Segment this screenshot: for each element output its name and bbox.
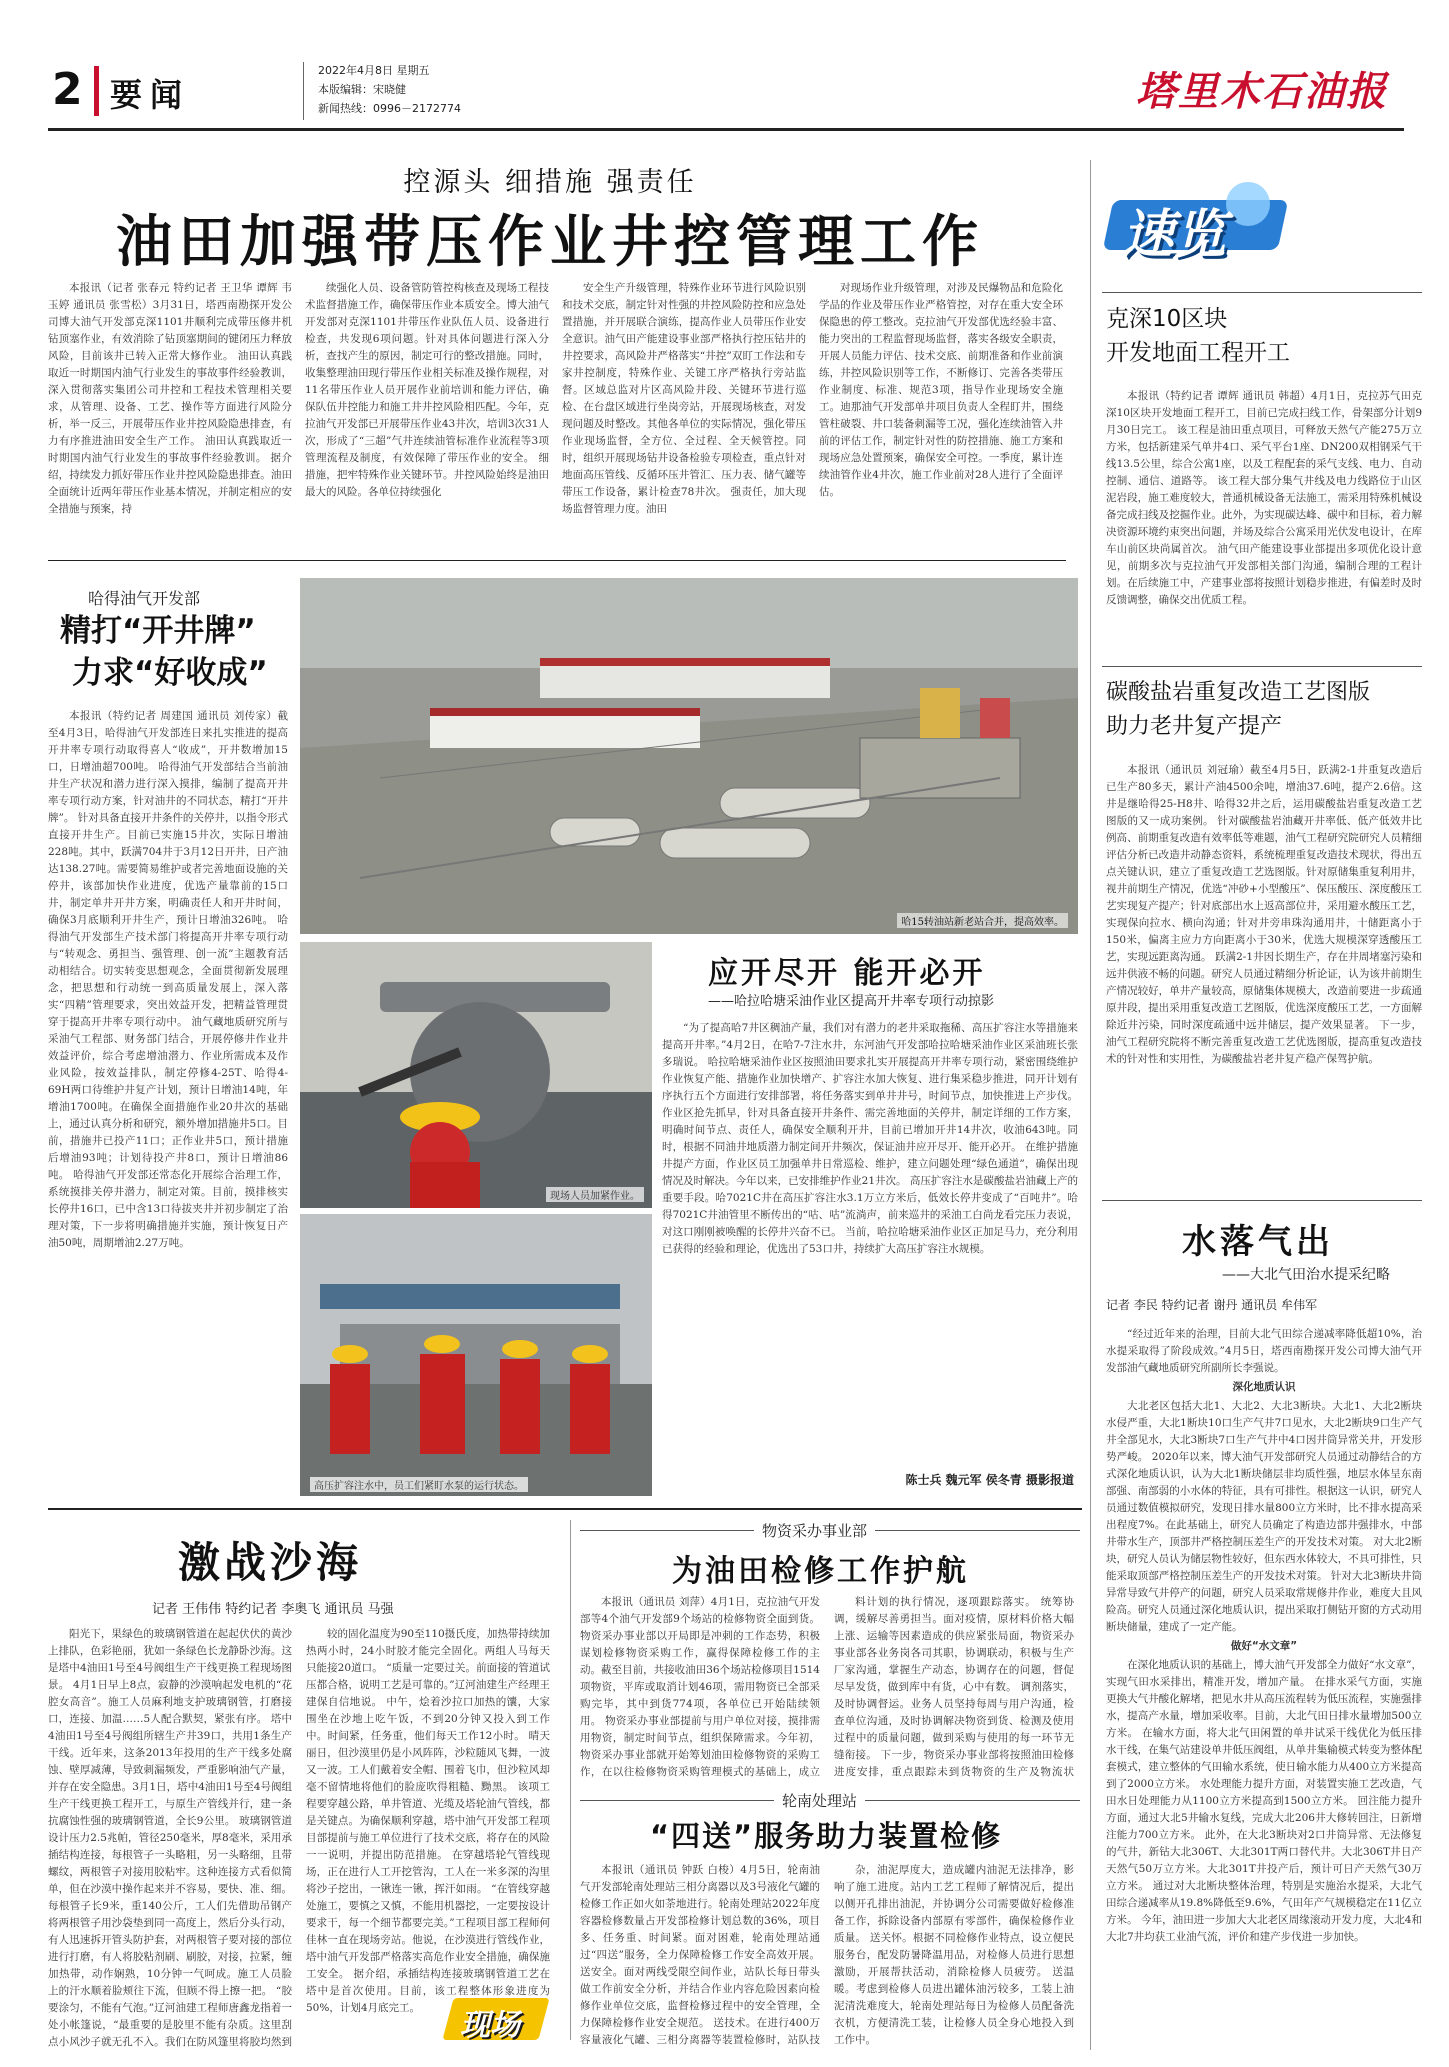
sidebar-label: 速览 <box>1122 205 1227 265</box>
story4-col-1: 阳光下，果绿色的玻璃钢管道在起起伏伏的黄沙上排队，色彩艳丽，犹如一条绿色长龙静卧沙海。这是塔中4油田1号至4号阀组生产干线更换工程现场图景。 4月1日早上8点，寂静的沙漠响起发电机的“花腔女高音”。施工人员麻利地支护玻璃钢管，打磨接口，连接、加温……5人配合默契，紧张有序。 塔中4油田1号至4号阀组所辖生产井39口，共用1条生产干线。近年来，这条2013年投用的生产干线多处腐蚀、壁厚减薄，导致刺漏频发，严重影响油气产量，并存在安全隐患。3月1日，塔中4油田1号至4号阀组生产干线更换工程开工，与原生产管线并行，建一条抗腐蚀性强的玻璃钢管道，全长9公里。 玻璃钢管道设计压力2.5兆帕，管径250毫米，厚8毫米，采用承插结构连接，每根管子一头略粗，另一头略细，且带螺纹，两根管子对接用胶粘牢。这种连接方式看似简单，但在沙漠中操作起来并不容易，要快、准、细。 每根管子长9米，重140公斤，工人们先借助吊钢产将两根管子用沙袋垫到同一高度上，然后分头行动，有人迅速拆开管头防护套，对两根管子要对接的部位进行打磨，有人将胶粘剂刷、刷胶，对接，拉紧，缠加热带，动作娴熟，10分钟一气呵成。施工人员脸上的汗水顺着脸颊往下流，但顾不得上擦一把。 “胶要涂匀，不能有气泡。”辽河油建工程师唐鑫龙指着一处小帐篷说，“最重要的是胶里不能有杂质。这里刮点小风沙子就无孔不入。我们在防风篷里将胶均然到 <box>48 1628 292 2048</box>
sidebar-rule-3 <box>1102 1200 1422 1201</box>
lead-title: 油田加强带压作业井控管理工作 <box>116 210 984 275</box>
team-illustration <box>300 1214 652 1496</box>
masthead-accent <box>94 66 99 116</box>
news-hotline: 新闻热线：0996－2172774 <box>318 102 461 115</box>
badge-bubble <box>1226 182 1270 226</box>
sidebar-rule-2 <box>1102 666 1422 667</box>
col-divider-bottom <box>570 1520 571 2040</box>
story5-col-2: 料计划的执行情况，逐项跟踪落实。 统筹协调，缓解尽善勇担当。面对疫情，原材料价格大幅上涨、运输等因素造成的供应紧张局面，物资采办事业部各业务岗各司其职，协调联动，积极与生产厂家沟通，掌握生产动态，协调存在的问题，督促尽早发货，做到库中有货，心中有数。 调剂落实，及时协调督运。业务人员坚持每周与用户沟通，检查单位沟通，及时协调解决物资到货、检测及使用过程中的质量问题，做到采购与使用的每一环节无缝衔接。 下一步，物资采办事业部将按照油田检修进度安排，重点跟踪未到货物资的生产及物流状 <box>834 1596 1074 1778</box>
caption-gathering-station: 哈15转油站新老站合并，提高效率。 <box>897 913 1068 928</box>
news3-body: “经过近年来的治理，目前大北气田综合递减率降低超10%，治水提采取得了阶段成效。”4月5日，塔西南勘探开发公司博大油气开发部油气藏地质研究所副所长李强说。 深化地质认识 大北老区包括大北1、大北2、大北3断块。大北1、大北2断块水侵严重，大北1断块10口生产气井7口见水，大北2断块9口生产气井全部见水，大北3断块7口生产气井中4口因井筒异常关井，开发形势严峻。 2020年以来，博大油气开发部研究人员通过动静结合的方式深化地质认识，认为大北1断块储层非均质性强，地层水体呈东南部强、南部弱的小水体的特征，具有可排性。根据这一认识，研究人员通过数值模拟研究，发现日排水量800立方米时，比不排水提高采出程度7%。在此基础上，研究人员确定了构造边部井强排水，中部井带水生产，顶部井严格控制压差生产的开发技术对策。 对大北2断块，研究人员认为储层物性较好，但东西水体较大，不具可排性，只能采取顶部严格控制压差生产的开发技术对策。 针对大北3断块井筒异常导致气井停产的问题，研究人员采取常规修井作业，难度大且风险高。研究人员通过深化地质认识，提出采取打侧钻开窗的方式动用断块储量，建成了一定产能。 做好“水文章” 在深化地质认识的基础上，博大油气开发部全力做好“水文章”，实现气田水采排出，精准开发，增加产量。 在排水采气方面，实施更换大气井酸化解堵，把见水井从高压流程转为低压流程，实施强排水，提高产水量，增加采收率。目前，大北气田日排水量增加500立方米。 在输水方面，将大北气田闲置的单井试采干线优化为低压排水干线，在集气站建设单井低压阀组，从单井集输模式转变为整体配套模式，建立整体的气田输水系统，使日输水能力从400立方米提高到了2000立方米。 水处理能力提升方面，对装置实施工艺改造，气田水日处理能力从1100立方米提高到1500立方米。 回注能力提升方面，通过大北5井输水复线，完成大北206井大修转回注，日新增注能力700立方米。 此外，在大北3断块对2口井筒异常、无法修复的气井，新钻大北306T、大北301T两口替代井。大北306T井日产天然气50万立方米。大北301T井投产后，预计可日产天然气30万立方米。 通过对大北断块整体治理，特别是实施治水提采，大北气田综合递减率从19.8%降低至9.6%，气田年产气规模稳定在11亿立方米。 今年，油田进一步加大大北老区周缘滚动开发力度，大北4和大北7井均获工业油气流，评价和建产步伐进一步加快。 <box>1106 1328 1422 1943</box>
mid-rule <box>48 1508 1082 1510</box>
lead-col-4: 对现场作业升级管理，对涉及民爆物品和危险化学品的作业及带压作业严格管控，对存在重大安全环保隐患的停工整改。克拉油气开发部优选经验丰富、能力突出的工程监督现场监督，落实各级安全职责，开展人员能力评估、技术交底、前期准备和作业前演练，井控风险识别等工作，不断修订、完善各类带压作业制度、标准、规范3项，指导作业现场安全施工。迪那油气开发部单井项目负责人全程盯井，围绕管柱破裂、井口装备刺漏等工况，强化连续油管入井前的评估工作，制定针对性的防控措施、施工方案和现场应急处置预案，确保安全可控。一季度，累计连续油管作业4井次，施工作业前对28人进行了全面评估。 <box>819 282 1063 498</box>
lead-col-2: 续强化人员、设备管防管控构核查及现场工程技术监督措施工作，确保带压作业本质安全。博大油气开发部对克深1101井带压作业队伍人员、设备进行检查，共发现6项问题。针对具体问题进行深入分析，查找产生的原因，制定可行的整改措施。同时，收集整理油田现行带压作业相关标准及操作规程，对11名带压作业人员开展作业前培训和能力评估，确保队伍井控能力和施工井井控风险相匹配。今年，克拉油气开发部已开展带压作业43井次，培训3次31人次，形成了“三超”气井连续油管标准作业流程等3项管理流程及制度，有效保障了带压作业的安全。 细措施，把牢特殊作业关键环节。井控风险始终是油田最大的风险。各单位持续强化 <box>305 282 549 498</box>
story6 <box>580 1784 1080 2050</box>
story6-col-2: 杂，油泥厚度大，造成罐内油泥无法排净，影响了施工进度。站内工艺工程师了解情况后，提出以侧开孔排出油泥，并协调分公司需要做好检修准备工作，拆除设备内部原有零部件，确保检修作业质量。 送关怀。根据不同检修作业特点，设立便民服务台，配发防暑降温用品，对检修人员进行思想激励，开展帮扶活动，消除检修人员疲劳。 送温暖。考虑到检修人员进出罐体油污较多，工装上油泥清洗难度大，轮南处理站每日为检修人员配备洗衣机，方便清洗工装，让检修人员全身心地投入到工作中。 <box>834 1864 1074 2046</box>
masthead <box>48 56 1408 126</box>
page-number: 2 <box>52 64 83 115</box>
photo-worker <box>300 942 652 1208</box>
story2-body: 本报讯（特约记者 周建国 通讯员 刘传家）截至4月3日，哈得油气开发部连日来扎实推进的提高开井率专项行动取得喜人“收成”，开井数增加15口，日增油超700吨。 哈得油气开发部结合当前油井生产状况和潜力进行深入摸排，编制了提高开井率专项行动方案，针对油井的不同状态，精打“开井牌”。 针对具备直接开井条件的关停井，以指令形式直接开井生产。目前已实施15井次，实际日增油228吨。其中，跃满704井于3月12日开井，日产油达138.27吨。需要简易维护或者完善地面设施的关停井，该部加快作业进度，优选产量靠前的15口井，制定单井开井方案，明确责任人和开井时间，确保3月底顺利开井生产，预计日增油326吨。 哈得油气开发部生产技术部门将提高开井率专项行动与“转观念、勇担当、强管理、创一流”主题教育活动相结合。切实转变思想观念，全面贯彻新发展理念，把思想和行动统一到高质量发展上，深入落实“四精”管理要求，突出效益开发，把精益管理贯穿于提高开井率专项行动中。 油气藏地质研究所与采油气工程部、财务部门结合，开展停修井作业井效益评价，综合考虑增油潜力、作业所需成本及作业风险，按效益排队，制定停修4-25T、哈得4-69H两口待维护井复产计划，预计日增油14吨，年增油1700吨。在确保全面措施作业20井次的基础上，通过认真分析和研究，额外增加措施井5口。目前，措施井已投产11口；正作业井5口，预计措施后增油93吨；计划待投产井8口，预计日增油86吨。 哈得油气开发部还常态化开展综合治理工作，系统摸排关停井潜力，制定对策。目前，摸排核实长停井16口，已中含13口待拔夹井并初步制定了治理对策，下一步将明确措施并实施，预计恢复日产油50吨，周期增油2.27万吨。 <box>48 710 288 1249</box>
news1-body: 本报讯（特约记者 谭辉 通讯员 韩超）4月1日，克拉苏气田克深10区块开发地面工程开工，目前已完成扫线工作，骨架部分计划9月30日完工。 该工程是油田重点项目，可释放天然气产能275万立方米，包括新建采气单井4口、采气平台1座、DN200双相钢采气干线13.5公里，综合公寓1座，以及工程配套的采气支线、电力、自动控制、通信、道路等。 该工程大部分集气井线及电力线路位于山区泥岩段，施工难度较大，普通机械设备无法施工，需采用特殊机械设备完成扫线及挖掘作业。此外，为实现碳达峰、碳中和目标，着力解决资源环境约束突出问题，并场及综合公寓采用光伏发电设计，在库车山前区块尚属首次。 油气田产能建设事业部提出多项优化设计意见，前期多次与克拉油气开发部相关部门沟通，编制合理的工程计划。在后续施工中，产建事业部将按照计划稳步推进，有偏差时及时反馈调整，确保交出优质工程。 <box>1106 390 1422 606</box>
news2-body: 本报讯（通讯员 刘冠瑜）截至4月5日，跃满2-1井重复改造后已生产80多天，累计产油4500余吨，增油37.6吨，提产2.6倍。这井是继哈得25-H8井、哈得32井之后，运用碳酸盐岩重复改造工艺图版的又一成功案例。 针对碳酸盐岩油藏开井率低、低产低效井比例高、前期重复改造有效率低等难题，油气工程研究院研究人员精细评估分析已改造井动静态资料，系统梳理重复改造技术现状，得出五点关键认识，建立了重复改造工艺选图版。针对原储集重复利用井，视井前期生产情况，优选“冲砂+小型酸压”、保压酸压、深度酸压工艺实现复产提产；针对底部出水上返高部位井，采用避水酸压工艺，实现保向拉水、横向沟通；针对井旁串珠沟通用井，十储距离小于150米，偏离主应力方向距离小于30米，优选大规模深穿透酸压工艺，实现远距离沟通。 跃满2-1井因长期生产，存在井周堵塞污染和远井供液不畅的问题。研究人员通过精细分析论证，认为该井前期生产情况较好，单井产量较高，原储集体规模大，改造前要进一步疏通原井段，提出采用重复改造工艺图版，优选深度酸压工艺，一方面解除近井污染，同时深度疏通中远井储层，提产效果显著。 下一步，油气工程研究院将不断完善重复改造工艺优选图版，提高重复改造技术的针对性和实用性，为碳酸盐岩老井复产稳产保驾护航。 <box>1106 764 1422 1065</box>
sidebar-rule-1 <box>1102 292 1422 293</box>
masthead-divider <box>303 62 304 120</box>
photo-gathering-station <box>300 578 1078 934</box>
newspaper-logo: 塔里木石油报 <box>1136 68 1388 115</box>
sidebar-divider <box>1090 160 1091 2050</box>
story5-unit: 物资采办事业部 <box>754 1520 875 1541</box>
gathering-station-illustration <box>300 578 1078 934</box>
stamp-text: 现场 <box>460 2008 520 2043</box>
masthead-rule <box>48 128 1404 131</box>
story5-col-1: 本报讯（通讯员 刘萍）4月1日，克拉油气开发部等4个油气开发部9个场站的检修物资全面到货。 物资采办事业部以开局即是冲刺的工作态势，积极谋划检修物资采购工作，赢得保障检修工作的主动。截至目前，共接收油田36个场站检修项目1514项物资，平库或取消计划46项，需用物资已全部采购完毕，其中到货774项，各单位已开始陆续领用。 物资采办事业部提前与用户单位对接，摸排需用物资，制定时间节点，组织保障需求。今年初，物资采办事业部就开始筹划油田检修物资的采购工作，在以往检修物资采购管理模式的基础上，成立 <box>580 1596 820 1778</box>
news2-title: 碳酸盐岩重复改造工艺图版 助力老井复产提产 <box>1106 680 1371 739</box>
story6-col-1: 本报讯（通讯员 钟跃 白梭）4月5日，轮南油气开发部轮南处理站三相分离器以及3号液化气罐的检修工作正如火如荼地进行。轮南处理站2022年度容器检修数量占开发部检修计划总数的36%，项目多、任务重、时间紧。面对困难，轮南处理站通过“四送”服务，全力保障检修工作安全高效开展。 送安全。面对两线受限空间作业，站队长每日带头做工作前安全分析，并结合作业内容危险因素向检修作业单位交底，监督检修过程中的安全管理，全力保障检修作业安全规范。 送技术。在进行400万容量液化气罐、三相分离器等装置检修时，站队技 <box>580 1864 820 2046</box>
story4-byline: 记者 王伟伟 特约记者 李奥飞 通讯员 马强 <box>152 1602 394 1617</box>
sidebar-badge <box>1108 178 1288 265</box>
story2-unit: 哈得油气开发部 <box>88 589 201 608</box>
news3-subtitle: ——大北气田治水提采纪略 <box>1222 1267 1390 1283</box>
issue-date: 2022年4月8日 星期五 <box>318 64 430 77</box>
story3-subtitle: ——哈拉哈塘采油作业区提高开井率专项行动掠影 <box>708 994 995 1009</box>
story4 <box>48 1512 568 2052</box>
lead-bottom-rule <box>48 560 1066 561</box>
sidebar-speed-read <box>1102 170 1422 2050</box>
news1-title: 克深10区块 开发地面工程开工 <box>1106 306 1290 366</box>
story6-unit: 轮南处理站 <box>774 1790 865 1811</box>
story3-credit: 陈士兵 魏元军 侯冬青 摄影报道 <box>905 1473 1074 1487</box>
news3-title: 水落气出 <box>1182 1222 1334 1262</box>
caption-worker: 现场人员加紧作业。 <box>546 1187 644 1202</box>
lead-col-3: 安全生产升级管理，特殊作业环节进行风险识别和技术交底，制定针对性强的井控风险防控和应急处置措施，并开展联合演练，提高作业人员带压作业安全意识。油气田产能建设事业部严格执行控压钻井的井控要求，高风险井严格落实“井控”双盯工作法和专家井控制度，特殊作业、关键工序严格执行旁站监督。区域总监对片区高风险井段、关键环节进行巡检、在台盘区域进行坐岗旁站，开展现场核查，对发现问题及时整改。其他各单位的实际情况，强化带压作业现场监督，全方位、全过程、全天候管控。同时，组织开展现场钻井设备检验专项检查，重点针对地面高压管线、反循环压井管汇、压力表、储气罐等带压工作设备，累计检查78井次。 强责任，加大现场监督管理力度。油田 <box>562 282 806 515</box>
story4-title: 激战沙海 <box>178 1538 363 1587</box>
story5 <box>580 1512 1080 1778</box>
scene-stamp <box>448 1992 548 2044</box>
story5-title: 为油田检修工作护航 <box>672 1554 969 1589</box>
photo-team <box>300 1214 652 1496</box>
worker-illustration <box>300 942 652 1208</box>
lead-col-1: 本报讯（记者 张春元 特约记者 王卫华 谭辉 韦玉婷 通讯员 张雪松）3月31日，塔西南勘探开发公司博大油气开发部克深1101井顺利完成带压修井机钻顶塞作业，有效消除了钻顶塞期间的键闭压力释放风险，目前该井已转入正常大修作业。 油田认真践取近一时期国内油气行业发生的事故事件经验教训，深入贯彻落实集团公司井控和工程技术管理相关要求，从管理、设备、工艺、操作等方面进行风险分析，举一反三，开展带压作业井控风险隐患排查，有力有序推进油田安全生产工作。 油田认真践取近一时期国内油气行业发生的事故事件经验教训。 据介绍，持续发力抓好带压作业井控风险隐患排查。油田全面统计近两年带压作业基本情况，并制定相应的安全措施与预案，持 <box>48 282 292 515</box>
story4-col-2: 较的固化温度为90至110摄氏度，加热带持续加热两小时，24小时胶才能完全固化。两组人马每天只能接20道口。 “质量一定要过关。前面接的管道试压都合格，说明工艺是可靠的。”辽河油建生产经理王建保自信地说。 中午，烩着沙拉口加热的馕，大家围坐在沙地上吃午饭，不到20分钟又投入到工作中。时间紧，任务重，他们每天工作12小时。 晴天丽日，但沙漠里仍是小风阵阵，沙粒随风飞舞，一波又一波。工人们戴着安全帽、围着飞巾，但沙粒风却毫不留情地将他们的脸庞吹得粗糙、黝黑。 该项工程要穿越公路，单井管道、光缆及塔轮油气管线，都是关键点。为确保顺利穿越，塔中油气开发部工程项目部提前与施工单位进行了技术交底，将存在的风险一一说明，并提出防范措施。 在穿越塔轮气管线现场，正在进行人工开挖管沟，工人在一米多深的沟里将沙子挖出，一锹连一锹，挥汗如雨。 “在管线穿越处施工，要慎之又慎，不能用机器挖，一定要按设计要求干，每一个细节都要完美。”工程项目部工程师何佳林一直在现场旁站。他说，在沙漠进行管线作业，塔中油气开发部严格落实高危作业安全措施，确保施工安全。 据介绍，承插结构连接玻璃钢管道工艺在塔中是首次使用。目前，该工程整体形象进度为50%，计划4月底完工。 <box>306 1628 550 2014</box>
lead-kicker: 控源头 细措施 强责任 <box>403 167 697 198</box>
news3-byline: 记者 李民 特约记者 谢丹 通讯员 牟伟军 <box>1106 1298 1318 1312</box>
page-editor: 本版编辑：宋晓健 <box>318 83 406 96</box>
news3-subhead-2: 做好“水文章” <box>1230 1640 1298 1652</box>
caption-team: 高压扩容注水中，员工们紧盯水泵的运行状态。 <box>310 1477 528 1492</box>
story3-title: 应开尽开 能开必开 <box>708 956 986 991</box>
news3-subhead-1: 深化地质认识 <box>1232 1381 1296 1393</box>
story3 <box>662 942 1078 1498</box>
section-name: 要闻 <box>110 76 191 114</box>
story3-body: “为了提高哈7井区稠油产量，我们对有潜力的老井采取拖稀、高压扩容注水等措施来提高开井率。”4月2日，在哈7-7注水井，东河油气开发部哈拉哈塘采油作业区采油班长张多瑞说。 哈拉哈塘采油作业区按照油田要求扎实开展提高开井率专项行动，紧密围绕维护作业恢复产能、措施作业加快增产、扩容注水加大恢复、进行集采稳步推进，同开计划有序执行五个方面进行安排部署，将任务落实到单井井号，时间节点，加快推进上产步伐。 作业区抢先抓早，针对具备直接开井条件、需完善地面的关停井，制定详细的工作方案，明确时间节点、责任人，确保安全顺利开井，目前已增加开井14井次，收油643吨。同时，根据不同油井地质潜力制定间开井频次，保证油井应开尽开、能开必开。 在维护措施井提产方面，作业区员工加强单井日常巡检、维护，建立问题处理“绿色通道”，确保出现情况及时解决。今年以来，已安排维护作业21井次。 高压扩容注水是碳酸盐岩油藏上产的重要手段。哈7021C井在高压扩容注水3.1万立方米后，低效长停井变成了“百吨井”。哈得7021C井油管里不断传出的“咕、咕”流淌声，前来巡井的采油工白尚龙看完压力表说，对这口刚刚被唤醒的长停井兴奋不已。 当前，哈拉哈塘采油作业区正加足马力，充分利用已获得的经验和理论，优选出了53口井，持续扩大高压扩容注水规模。 <box>662 1022 1078 1255</box>
story6-title: “四送”服务助力装置检修 <box>650 1819 1003 1853</box>
story2-title: 精打“开井牌” 力求“好收成” <box>60 613 268 691</box>
